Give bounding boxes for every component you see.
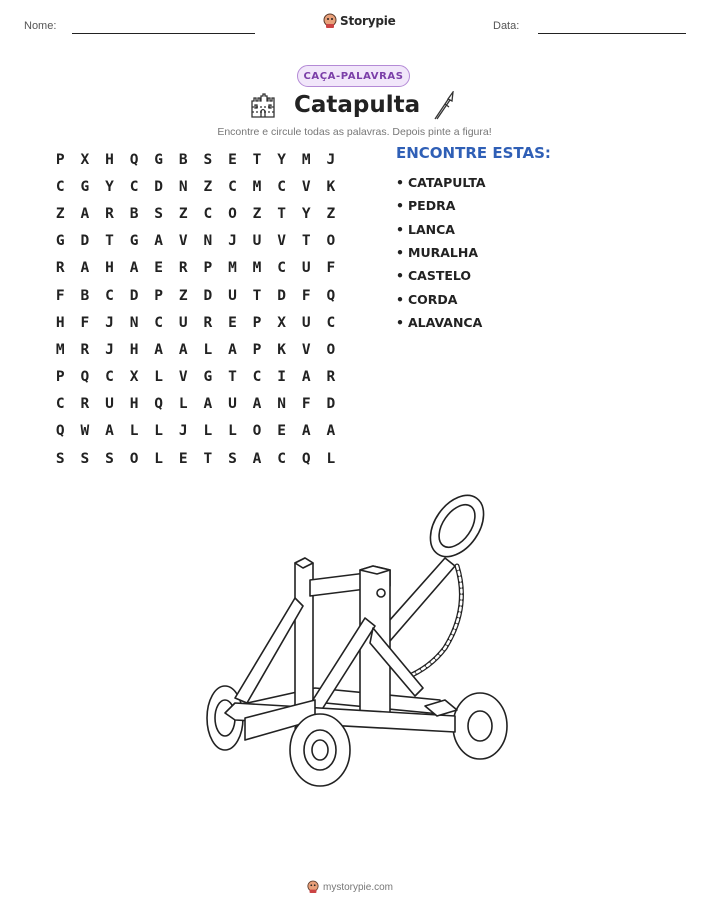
bullet: • — [396, 198, 404, 214]
word-list — [396, 171, 486, 334]
grid-row — [48, 445, 343, 472]
grid-letter[interactable]: Y — [105, 178, 114, 195]
word-list-item — [396, 218, 486, 241]
grid-letter[interactable]: D — [277, 287, 286, 304]
grid-letter[interactable]: C — [277, 450, 286, 467]
word-text: CASTELO — [408, 268, 472, 284]
grid-letter[interactable]: R — [55, 260, 65, 277]
grid-letter[interactable]: M — [252, 260, 262, 277]
grid-letter[interactable]: G — [129, 233, 139, 250]
grid-letter[interactable]: D — [129, 287, 139, 304]
grid-letter[interactable]: N — [178, 178, 188, 195]
grid-letter[interactable]: L — [154, 450, 164, 467]
grid-letter[interactable]: F — [301, 396, 311, 413]
grid-letter[interactable]: E — [178, 450, 188, 467]
grid-letter[interactable]: L — [178, 396, 188, 413]
grid-letter[interactable]: C — [277, 178, 286, 195]
grid-letter[interactable]: Q — [55, 423, 65, 440]
grid-letter[interactable]: U — [228, 396, 237, 413]
grid-letter[interactable]: U — [301, 260, 311, 277]
grid-letter[interactable]: L — [326, 450, 336, 467]
grid-letter[interactable]: N — [129, 314, 139, 331]
grid-letter[interactable]: P — [55, 151, 65, 168]
grid-letter[interactable]: Z — [326, 205, 336, 222]
grid-letter[interactable]: M — [228, 260, 237, 277]
grid-letter[interactable]: C — [105, 369, 114, 386]
grid-row — [48, 418, 343, 445]
grid-letter[interactable]: J — [228, 233, 237, 250]
grid-letter[interactable]: R — [80, 341, 90, 358]
grid-letter[interactable]: A — [154, 341, 164, 358]
spear-icon — [432, 91, 456, 121]
grid-letter[interactable]: H — [129, 396, 139, 413]
grid-row — [48, 364, 343, 391]
grid-letter[interactable]: E — [228, 151, 237, 168]
grid-letter[interactable]: S — [154, 205, 164, 222]
grid-row — [48, 336, 343, 363]
grid-row — [48, 309, 343, 336]
instructions: Encontre e circule todas as palavras. Depois pinte a figura! — [217, 126, 492, 138]
grid-letter[interactable]: H — [105, 260, 114, 277]
grid-letter[interactable]: U — [301, 314, 311, 331]
grid-letter[interactable]: Z — [178, 287, 188, 304]
word-list-item — [396, 311, 486, 334]
grid-letter[interactable]: C — [203, 205, 213, 222]
page-title: Catapulta — [294, 92, 421, 118]
grid-letter[interactable]: G — [154, 151, 164, 168]
grid-letter[interactable]: Q — [301, 450, 311, 467]
castle-icon — [250, 93, 276, 118]
name-label: Nome: — [24, 20, 57, 32]
grid-letter[interactable]: M — [55, 341, 65, 358]
word-text: PEDRA — [408, 198, 456, 214]
grid-letter[interactable]: E — [277, 423, 286, 440]
grid-letter[interactable]: X — [129, 369, 139, 386]
grid-letter[interactable]: A — [252, 450, 262, 467]
activity-badge: CAÇA-PALAVRAS — [297, 65, 410, 87]
grid-row — [48, 146, 343, 173]
grid-letter[interactable]: A — [178, 341, 188, 358]
grid-letter[interactable]: Q — [80, 369, 90, 386]
grid-row — [48, 200, 343, 227]
grid-letter[interactable]: U — [228, 287, 237, 304]
grid-letter[interactable]: R — [203, 314, 213, 331]
grid-letter[interactable]: F — [80, 314, 90, 331]
grid-letter[interactable]: S — [203, 151, 213, 168]
grid-letter[interactable]: F — [55, 287, 65, 304]
word-list-item — [396, 194, 486, 217]
catapult-illustration[interactable] — [195, 488, 525, 798]
grid-letter[interactable]: D — [154, 178, 164, 195]
word-list-item — [396, 287, 486, 310]
grid-row — [48, 228, 343, 255]
grid-letter[interactable]: P — [154, 287, 164, 304]
word-text: MURALHA — [408, 245, 478, 261]
grid-letter[interactable]: V — [178, 233, 188, 250]
bullet: • — [396, 221, 404, 237]
grid-letter[interactable]: Q — [129, 151, 139, 168]
grid-letter[interactable]: Q — [154, 396, 164, 413]
grid-letter[interactable]: L — [203, 341, 213, 358]
grid-letter[interactable]: T — [277, 205, 286, 222]
grid-letter[interactable]: C — [55, 178, 65, 195]
grid-letter[interactable]: A — [80, 205, 90, 222]
footer-url[interactable]: mystorypie.com — [323, 881, 394, 893]
bullet: • — [396, 245, 404, 261]
name-line[interactable] — [72, 33, 255, 34]
grid-letter[interactable]: Q — [326, 287, 336, 304]
word-list-title: ENCONTRE ESTAS: — [396, 144, 551, 162]
grid-letter[interactable]: C — [228, 178, 237, 195]
grid-letter[interactable]: I — [277, 369, 286, 386]
grid-letter[interactable]: O — [252, 423, 262, 440]
grid-letter[interactable]: A — [326, 423, 336, 440]
grid-letter[interactable]: T — [228, 369, 237, 386]
grid-row — [48, 282, 343, 309]
grid-letter[interactable]: A — [228, 341, 237, 358]
grid-row — [48, 255, 343, 282]
grid-letter[interactable]: Z — [203, 178, 213, 195]
grid-letter[interactable]: J — [105, 314, 114, 331]
footer — [307, 880, 393, 894]
grid-letter[interactable]: M — [301, 151, 311, 168]
grid-letter[interactable]: V — [277, 233, 286, 250]
storypie-logo-icon — [307, 880, 319, 894]
grid-letter[interactable]: B — [178, 151, 188, 168]
grid-letter[interactable]: N — [203, 233, 213, 250]
grid-letter[interactable]: J — [105, 341, 114, 358]
grid-letter[interactable]: P — [55, 369, 65, 386]
word-list-item — [396, 241, 486, 264]
word-search-grid[interactable] — [48, 146, 343, 472]
grid-letter[interactable]: N — [277, 396, 286, 413]
grid-letter[interactable]: H — [129, 341, 139, 358]
word-text: LANCA — [408, 221, 455, 237]
grid-letter[interactable]: H — [105, 151, 114, 168]
grid-letter[interactable]: X — [277, 314, 286, 331]
grid-letter[interactable]: G — [80, 178, 90, 195]
grid-letter[interactable]: T — [301, 233, 311, 250]
grid-letter[interactable]: F — [301, 287, 311, 304]
grid-letter[interactable]: D — [80, 233, 90, 250]
grid-letter[interactable]: D — [326, 396, 336, 413]
grid-letter[interactable]: Y — [277, 151, 286, 168]
grid-letter[interactable]: G — [203, 369, 213, 386]
grid-letter[interactable]: T — [105, 233, 114, 250]
date-label: Data: — [493, 20, 520, 32]
grid-letter[interactable]: V — [301, 178, 311, 195]
grid-letter[interactable]: A — [252, 396, 262, 413]
grid-letter[interactable]: C — [129, 178, 139, 195]
grid-letter[interactable]: T — [252, 151, 262, 168]
grid-letter[interactable]: B — [80, 287, 90, 304]
grid-letter[interactable]: S — [105, 450, 114, 467]
grid-letter[interactable]: T — [252, 287, 262, 304]
grid-letter[interactable]: V — [301, 341, 311, 358]
bullet: • — [396, 291, 404, 307]
grid-letter[interactable]: U — [178, 314, 188, 331]
grid-row — [48, 173, 343, 200]
grid-letter[interactable]: J — [178, 423, 188, 440]
grid-letter[interactable]: A — [105, 423, 114, 440]
grid-letter[interactable]: H — [55, 314, 65, 331]
bullet: • — [396, 314, 404, 330]
grid-letter[interactable]: R — [80, 396, 90, 413]
grid-letter[interactable]: L — [203, 423, 213, 440]
brand — [323, 13, 396, 29]
grid-letter[interactable]: A — [80, 260, 90, 277]
grid-letter[interactable]: J — [326, 151, 336, 168]
grid-letter[interactable]: E — [228, 314, 237, 331]
grid-letter[interactable]: L — [228, 423, 237, 440]
grid-letter[interactable]: P — [203, 260, 213, 277]
grid-letter[interactable]: X — [80, 151, 90, 168]
grid-letter[interactable]: A — [203, 396, 213, 413]
grid-letter[interactable]: C — [154, 314, 164, 331]
brand-name: Storypie — [340, 14, 396, 28]
grid-letter[interactable]: O — [326, 341, 336, 358]
grid-letter[interactable]: B — [129, 205, 139, 222]
grid-letter[interactable]: R — [178, 260, 188, 277]
grid-letter[interactable]: C — [55, 396, 65, 413]
grid-letter[interactable]: S — [55, 450, 65, 467]
grid-letter[interactable]: V — [178, 369, 188, 386]
grid-letter[interactable]: F — [326, 260, 336, 277]
grid-letter[interactable]: S — [228, 450, 237, 467]
grid-letter[interactable]: K — [326, 178, 336, 195]
grid-letter[interactable]: O — [129, 450, 139, 467]
grid-letter[interactable]: L — [129, 423, 139, 440]
grid-letter[interactable]: P — [252, 341, 262, 358]
grid-letter[interactable]: O — [326, 233, 336, 250]
bullet: • — [396, 175, 404, 191]
word-text: CATAPULTA — [408, 175, 486, 191]
word-list-item — [396, 264, 486, 287]
grid-letter[interactable]: M — [252, 178, 262, 195]
grid-letter[interactable]: C — [277, 260, 286, 277]
bullet: • — [396, 268, 404, 284]
grid-letter[interactable]: C — [252, 369, 262, 386]
grid-letter[interactable]: L — [154, 369, 164, 386]
grid-letter[interactable]: Z — [178, 205, 188, 222]
word-text: CORDA — [408, 291, 458, 307]
grid-letter[interactable]: O — [228, 205, 237, 222]
grid-letter[interactable]: A — [154, 233, 164, 250]
grid-letter[interactable]: Y — [301, 205, 311, 222]
grid-letter[interactable]: A — [129, 260, 139, 277]
grid-letter[interactable]: U — [105, 396, 114, 413]
word-text: ALAVANCA — [408, 314, 483, 330]
grid-letter[interactable]: R — [105, 205, 114, 222]
grid-letter[interactable]: Z — [252, 205, 262, 222]
storypie-logo-icon — [323, 13, 337, 29]
grid-row — [48, 391, 343, 418]
grid-letter[interactable]: Z — [55, 205, 65, 222]
grid-letter[interactable]: U — [252, 233, 262, 250]
grid-letter[interactable]: T — [203, 450, 213, 467]
grid-letter[interactable]: R — [326, 369, 336, 386]
grid-letter[interactable]: E — [154, 260, 164, 277]
date-line[interactable] — [538, 33, 686, 34]
grid-letter[interactable]: D — [203, 287, 213, 304]
grid-letter[interactable]: A — [301, 369, 311, 386]
grid-letter[interactable]: L — [154, 423, 164, 440]
grid-letter[interactable]: P — [252, 314, 262, 331]
grid-letter[interactable]: G — [55, 233, 65, 250]
grid-letter[interactable]: A — [301, 423, 311, 440]
grid-letter[interactable]: C — [326, 314, 336, 331]
word-list-item — [396, 171, 486, 194]
grid-letter[interactable]: C — [105, 287, 114, 304]
grid-letter[interactable]: W — [80, 423, 90, 440]
grid-letter[interactable]: S — [80, 450, 90, 467]
grid-letter[interactable]: K — [277, 341, 286, 358]
